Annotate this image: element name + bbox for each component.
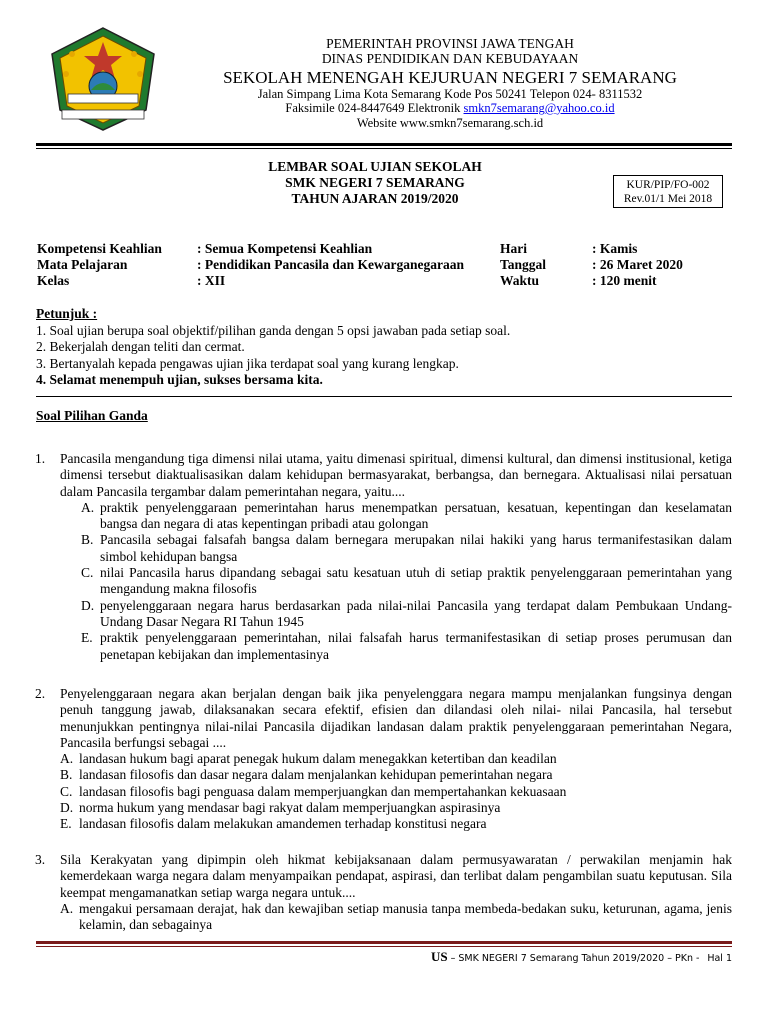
answer-option[interactable] — [81, 532, 732, 565]
meta-value: : 26 Maret 2020 — [592, 257, 683, 272]
form-code: KUR/PIP/FO-002 — [626, 179, 710, 191]
answer-option[interactable] — [81, 565, 732, 598]
doc-title-1: LEMBAR SOAL UJIAN SEKOLAH — [268, 159, 482, 174]
answer-option[interactable] — [60, 767, 732, 783]
page-number: Hal 1 — [707, 953, 732, 964]
question-2 — [35, 686, 732, 833]
meta-value: : XII — [197, 273, 226, 288]
option-letter: E. — [81, 630, 93, 646]
meta-value: : Semua Kompetensi Keahlian — [197, 241, 373, 256]
footer-us: US — [430, 949, 448, 964]
answer-option[interactable] — [60, 901, 732, 934]
option-text: landasan filosofis bagi penguasa dalam memperjuangkan dan mempertahankan kekuasaan — [79, 783, 567, 799]
instruction-item: 3. Bertanyalah kepada pengawas ujian jika terdapat soal yang kurang lengkap. — [36, 355, 459, 371]
option-text: mengakui persamaan derajat, hak dan kewajiban setiap manusia tanpa membeda-bedakan suku, keturunan, agama, jenis kelamin, dan sebagainya — [79, 900, 732, 933]
instruction-item: 2. Bekerjalah dengan teliti dan cermat. — [36, 339, 245, 354]
instructions-title: Petunjuk : — [36, 306, 98, 321]
meta-right — [500, 241, 730, 289]
doc-title-block — [195, 159, 555, 207]
school-website: Website www.smkn7semarang.sch.id — [356, 116, 544, 130]
school-contact — [175, 101, 725, 116]
header-line2: DINAS PENDIDIKAN DAN KEBUDAYAAN — [321, 51, 579, 66]
meta-value: : 120 menit — [592, 273, 657, 288]
form-code-box — [613, 175, 723, 208]
header-divider-thin — [36, 148, 732, 149]
instruction-item-final: 4. Selamat menempuh ujian, sukses bersama kita. — [36, 372, 323, 387]
option-text: praktik penyelenggaraan pemerintahan, nilai falsafah harus termanifestasikan di setiap proses perumusan dan penetapan kebijakan dan implementasinya — [100, 630, 732, 662]
answer-option[interactable] — [60, 816, 732, 832]
question-number: 3. — [35, 852, 46, 867]
meta-label: Kompetensi Keahlian — [37, 241, 162, 256]
instructions-divider — [36, 396, 732, 397]
option-text: Pancasila sebagai falsafah bangsa dalam bernegara merupakan nilai hakiki yang harus termanifestasikan dalam simbol kehidupan bangsa — [100, 532, 732, 564]
school-name: SEKOLAH MENENGAH KEJURUAN NEGERI 7 SEMARANG — [223, 68, 677, 87]
instructions — [36, 306, 736, 389]
answer-option[interactable] — [60, 751, 732, 767]
option-text: praktik penyelenggaraan pemerintahan harus menempatkan persatuan, kesatuan, kepentingan dan keselamatan bangsa dan negara di atas kepentingan pribadi atau golongan — [100, 499, 732, 532]
header-line1: PEMERINTAH PROVINSI JAWA TENGAH — [326, 36, 574, 51]
option-letter: B. — [81, 532, 94, 548]
section-title: Soal Pilihan Ganda — [36, 408, 148, 423]
meta-label: Tanggal — [500, 257, 547, 272]
footer-text: – SMK NEGERI 7 Semarang Tahun 2019/2020 – PKn - — [447, 953, 700, 964]
question-3 — [35, 852, 732, 933]
meta-value: : Kamis — [592, 241, 638, 256]
school-address: Jalan Simpang Lima Kota Semarang Kode Pos 50241 Telepon 024- 8311532 — [257, 87, 643, 101]
option-letter: D. — [81, 597, 95, 613]
option-text: norma hukum yang mendasar bagi rakyat dalam memperjuangkan aspirasinya — [79, 800, 501, 816]
question-stem: Penyelenggaraan negara akan berjalan dengan baik jika penyelenggara negara mampu menjalankan fungsinya dengan penuh tanggung jawab, dilaksanakan secara efektif, efisien dan dilandasi oleh nilai- nilai Pancasila, hal tersebut menunjukkan pentingnya nilai-nilai Pancasila dijadikan landasan dalam praktik penyelenggaraan pemerintahan Negara, Pancasila berfungsi sebagai .... — [60, 686, 732, 750]
option-letter: B. — [60, 767, 73, 783]
answer-option[interactable] — [81, 630, 732, 663]
option-text: landasan filosofis dan dasar negara dalam menjalankan kehidupan pemerintahan negara — [79, 767, 553, 783]
page-footer — [300, 950, 732, 966]
option-letter: E. — [60, 816, 72, 832]
option-letter: A. — [81, 499, 95, 515]
question-1 — [35, 451, 732, 663]
option-text: landasan filosofis dalam melakukan amandemen terhadap konstitusi negara — [79, 816, 487, 832]
answer-option[interactable] — [60, 784, 732, 800]
answer-option[interactable] — [60, 800, 732, 816]
meta-label: Kelas — [37, 273, 70, 288]
option-letter: A. — [60, 900, 74, 916]
meta-label: Mata Pelajaran — [37, 257, 128, 272]
question-number: 1. — [35, 451, 46, 466]
meta-label: Waktu — [500, 273, 540, 288]
coat-of-arms-logo — [42, 24, 164, 134]
question-number: 2. — [35, 686, 46, 701]
form-revision: Rev.01/1 Mei 2018 — [623, 193, 713, 205]
email-link[interactable]: smkn7semarang@yahoo.co.id — [463, 101, 615, 115]
footer-divider-thin — [36, 946, 732, 947]
instruction-item: 1. Soal ujian berupa soal objektif/pilihan ganda dengan 5 opsi jawaban pada setiap soal. — [36, 322, 511, 338]
option-letter: D. — [60, 800, 74, 816]
question-stem: Sila Kerakyatan yang dipimpin oleh hikmat kebijaksanaan dalam permusyawaratan / perwakilan menjamin hak kemerdekaan warga negara dalam menyampaikan pendapat, aspirasi, dan terlibat dalam pengambilan suatu keputusan. Sila keempat mengamanatkan setiap warga negara untuk.... — [60, 852, 732, 900]
meta-label: Hari — [500, 241, 527, 256]
option-text: penyelenggaraan negara harus berdasarkan pada nilai-nilai Pancasila yang terdapat dalam Pembukaan Undang-Undang Dasar Negara RI Tahun 1945 — [100, 597, 732, 629]
answer-option[interactable] — [81, 598, 732, 631]
option-text: nilai Pancasila harus dipandang sebagai satu kesatuan utuh di setiap praktik penyelenggaraan pemerintahan yang mengandung makna filosofis — [100, 565, 732, 597]
header-divider-thick — [36, 143, 732, 146]
fax-text: Faksimile 024-8447649 Elektronik — [285, 101, 461, 115]
option-letter: C. — [81, 565, 94, 581]
meta-value: : Pendidikan Pancasila dan Kewarganegaraan — [197, 257, 465, 272]
footer-divider-thick — [36, 941, 732, 944]
option-text: landasan hukum bagi aparat penegak hukum dalam menegakkan ketertiban dan keadilan — [79, 751, 557, 767]
doc-title-3: TAHUN AJARAN 2019/2020 — [291, 191, 459, 206]
meta-left — [37, 241, 507, 289]
option-letter: A. — [60, 751, 74, 767]
answer-option[interactable] — [81, 500, 732, 533]
doc-title-2: SMK NEGERI 7 SEMARANG — [285, 175, 465, 190]
option-letter: C. — [60, 783, 73, 799]
question-stem: Pancasila mengandung tiga dimensi nilai utama, yaitu dimenasi spiritual, dimensi kultural, dan dimensi institusional, ketiga dimensi tersebut diaktualisasikan dalam kehidupan bermasyarakat, berbangsa, dan bernegara. Aktualisasi nilai persatuan dalam Pancasila tergambar dalam pemerintahan negara, yaitu.... — [60, 451, 732, 499]
